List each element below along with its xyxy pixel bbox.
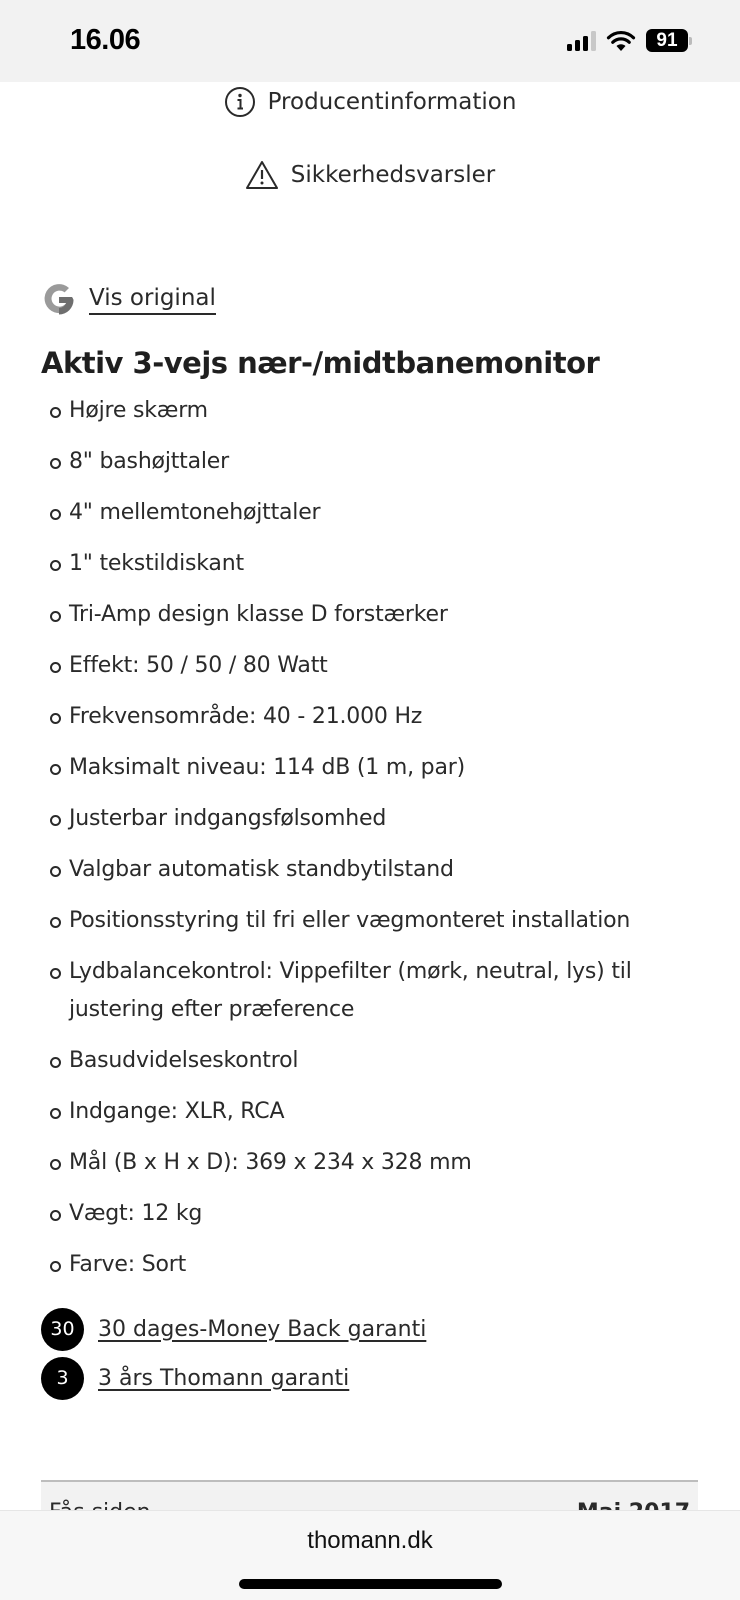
feature-item: Basudvidelseskontrol [41, 1042, 691, 1080]
money-back-badge-icon: 30 [41, 1308, 84, 1351]
feature-item: 4" mellemtonehøjttaler [41, 494, 691, 532]
status-time: 16.06 [70, 24, 141, 56]
info-circle-icon [224, 86, 256, 118]
status-icons [567, 29, 692, 52]
warranty-guarantee [41, 1356, 426, 1400]
url-label[interactable]: thomann.dk [307, 1527, 433, 1554]
feature-item: Indgange: XLR, RCA [41, 1093, 691, 1131]
status-bar [0, 0, 740, 82]
product-title: Aktiv 3-vejs nær-/midtbanemonitor [41, 346, 600, 380]
cellular-signal-icon [567, 31, 596, 51]
money-back-guarantee [41, 1307, 426, 1351]
feature-item: Justerbar indgangsfølsomhed [41, 800, 691, 838]
battery-level: 91 [646, 29, 688, 52]
feature-list [41, 392, 691, 1297]
safety-warnings-link[interactable] [0, 160, 740, 190]
feature-item: Farve: Sort [41, 1246, 691, 1284]
feature-item: Tri-Amp design klasse D forstærker [41, 596, 691, 634]
battery-tip [689, 37, 692, 45]
producer-info-link[interactable] [0, 86, 740, 118]
warranty-badge-icon: 3 [41, 1357, 84, 1400]
feature-item: Mål (B x H x D): 369 x 234 x 328 mm [41, 1144, 691, 1182]
feature-item: Effekt: 50 / 50 / 80 Watt [41, 647, 691, 685]
feature-item: Vægt: 12 kg [41, 1195, 691, 1233]
feature-item: Maksimalt niveau: 114 dB (1 m, par) [41, 749, 691, 787]
browser-address-bar[interactable] [0, 1510, 740, 1600]
battery-indicator [646, 29, 692, 52]
safety-warnings-label: Sikkerhedsvarsler [290, 162, 496, 188]
feature-item: Højre skærm [41, 392, 691, 430]
money-back-guarantee-link[interactable]: 30 dages-Money Back garanti [98, 1316, 427, 1342]
producer-info-label: Producentinformation [267, 89, 517, 115]
guarantee-list [41, 1307, 426, 1405]
warranty-guarantee-link[interactable]: 3 års Thomann garanti [98, 1365, 350, 1391]
view-original-link[interactable]: Vis original [89, 285, 216, 315]
translation-toggle [41, 282, 216, 318]
google-g-icon [41, 282, 77, 318]
feature-item: 8" bashøjttaler [41, 443, 691, 481]
feature-item: Frekvensområde: 40 - 21.000 Hz [41, 698, 691, 736]
feature-item: 1" tekstildiskant [41, 545, 691, 583]
home-indicator[interactable] [239, 1579, 502, 1589]
feature-item: Positionsstyring til fri eller vægmonteret installation [41, 902, 691, 940]
feature-item: Lydbalancekontrol: Vippefilter (mørk, neutral, lys) til justering efter præference [41, 953, 691, 1029]
warning-triangle-icon [245, 160, 279, 190]
feature-item: Valgbar automatisk standbytilstand [41, 851, 691, 889]
wifi-icon [606, 30, 636, 52]
